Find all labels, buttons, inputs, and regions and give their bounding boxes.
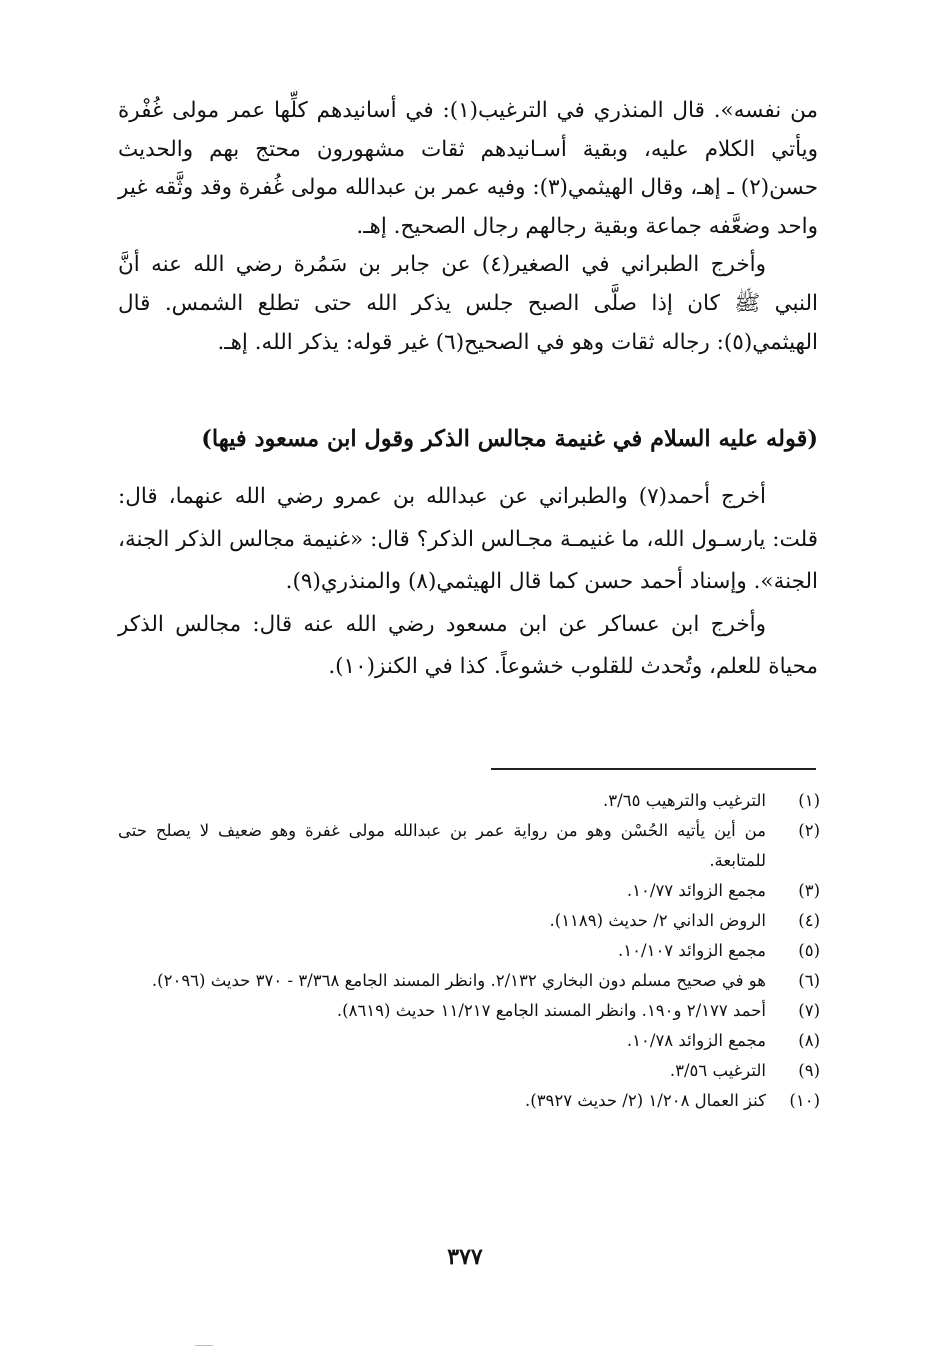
footnote-number: (٧)	[798, 1001, 820, 1020]
footnote-number: (٨)	[798, 1031, 820, 1050]
footnote-3	[118, 876, 820, 906]
footnote-number: (٩)	[798, 1061, 820, 1080]
footnote-text: الترغيب ٣/٥٦.	[669, 1061, 766, 1080]
footnote-1	[118, 786, 820, 816]
paragraph-3: أخرج أحمد(٧) والطبراني عن عبدالله بن عمرو رضي الله عنهما، قال: قلت: يارسـول الله، ما غنيمـة مجـالس الذكر؟ قال: «غنيمة مجالس الذكر الجنة، الجنة». وإسناد أحمد حسن كما قال الهيثمي(٨) والمنذري(٩).	[118, 484, 818, 594]
section-text	[118, 476, 818, 689]
footnote-number: (١٠)	[789, 1091, 820, 1110]
paragraph-1: من نفسه». قال المنذري في الترغيب(١): في أسانيدهم كلِّها عمر مولى غُفْرة ويأتي الكلام عليه، وبقية أسـانيدهم ثقات مشهورون محتج بهم والحديث حسن(٢) ـ إهـ، وقال الهيثمي(٣): وفيه عمر بن عبدالله مولى غُفرة وقد وثَّقه غير واحد وضعَّفه جماعة وبقية رجالهم رجال الصحيح. إهـ.	[118, 98, 818, 239]
footnote-5	[118, 936, 820, 966]
footnote-text: الترغيب والترهيب ٣/٦٥.	[603, 791, 766, 810]
footnote-2	[118, 816, 820, 876]
footnote-10	[118, 1086, 820, 1116]
footnote-number: (٤)	[798, 911, 820, 930]
footnote-9	[118, 1056, 820, 1086]
footnote-number: (٦)	[798, 971, 820, 990]
paragraph-4: وأخرج ابن عساكر عن ابن مسعود رضي الله عنه قال: مجالس الذكر محياة للعلم، وتُحدث للقلوب خشوعاً. كذا في الكنز(١٠).	[118, 611, 818, 679]
footnote-text: أحمد ٢/١٧٧ و١٩٠. وانظر المسند الجامع ١١/٢١٧ حديث (٨٦١٩).	[336, 1001, 766, 1020]
footnote-number: (٥)	[798, 941, 820, 960]
footnote-8	[118, 1026, 820, 1056]
footnote-text: مجمع الزوائد ١٠/٧٧.	[626, 881, 766, 900]
footnote-text: هو في صحيح مسلم دون البخاري ٢/١٣٢. وانظر المسند الجامع ٣/٣٦٨ - ٣٧٠ حديث (٢٠٩٦).	[151, 971, 766, 990]
footnote-number: (٣)	[798, 881, 820, 900]
section-heading: (قوله عليه السلام في غنيمة مجالس الذكر وقول ابن مسعود فيها)	[201, 426, 818, 452]
footnotes	[118, 786, 820, 1116]
paragraph-2: وأخرج الطبراني في الصغير(٤) عن جابر بن سَمُرة رضي الله عنه أنَّ النبي ﷺ كان إذا صلَّى الصبح جلس يذكر الله حتى تطلع الشمس. قال الهيثمي(٥): رجاله ثقات وهو في الصحيح(٦) غير قوله: يذكر الله. إهـ.	[118, 252, 818, 355]
page-number: ٣٧٧	[447, 1244, 483, 1270]
footnote-number: (١)	[798, 791, 820, 810]
footnote-7	[118, 996, 820, 1026]
footnote-text: الروض الداني ٢/ حديث (١١٨٩).	[549, 911, 766, 930]
main-text	[118, 92, 818, 362]
footnote-separator	[491, 768, 816, 770]
footnote-text: كنز العمال ١/٢٠٨ (٢/ حديث ٣٩٢٧).	[525, 1091, 766, 1110]
footnote-text: من أين يأتيه الحُسْن وهو من رواية عمر بن عبدالله مولى غفرة وهو ضعيف لا يصلح حتى للمتابعة.	[118, 821, 766, 870]
footnote-number: (٢)	[798, 821, 820, 840]
footnote-text: مجمع الزوائد ١٠/٧٨.	[626, 1031, 766, 1050]
footnote-4	[118, 906, 820, 936]
footnote-6	[118, 966, 820, 996]
footnote-text: مجمع الزوائد ١٠/١٠٧.	[618, 941, 766, 960]
page-edge-mark	[195, 1345, 213, 1346]
